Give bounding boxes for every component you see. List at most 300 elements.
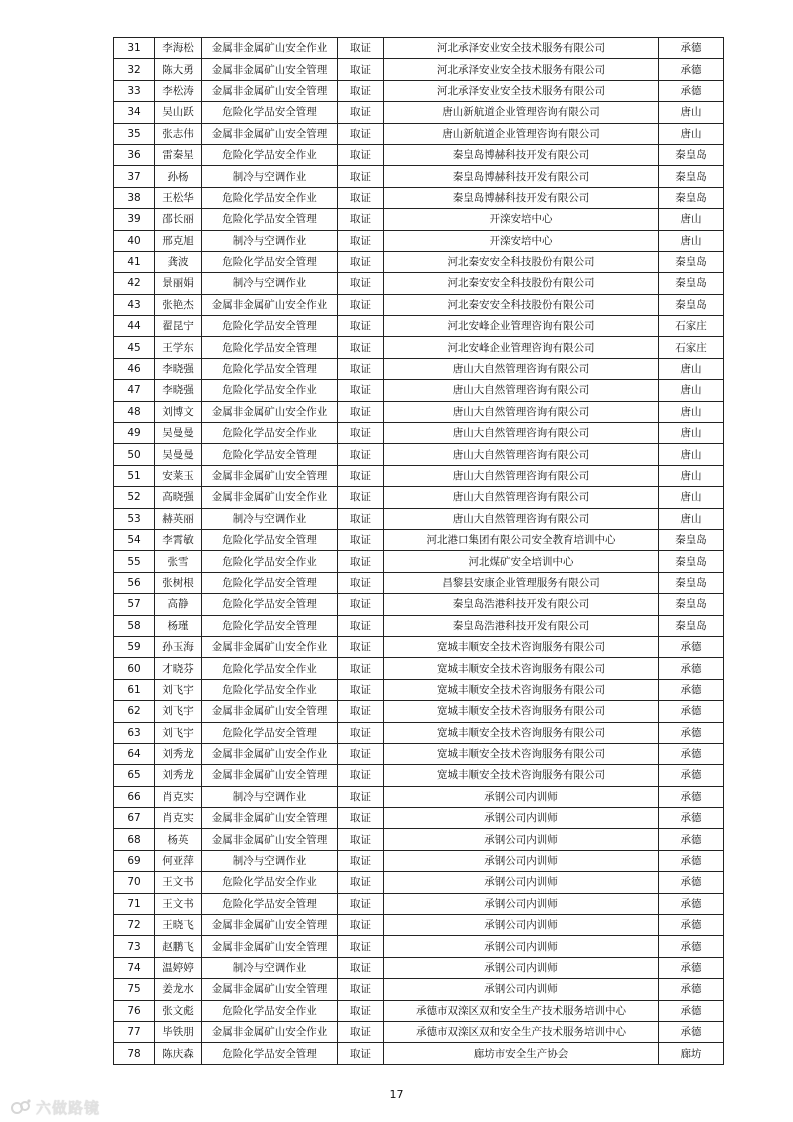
table-row bbox=[114, 979, 724, 1000]
operation-type-cell: 取证 bbox=[338, 636, 384, 657]
table-body bbox=[114, 38, 724, 1065]
person-name-cell: 陈大勇 bbox=[155, 59, 202, 80]
institution-name-cell: 河北承泽安业安全技术服务有限公司 bbox=[384, 80, 659, 101]
institution-name-cell: 开滦安培中心 bbox=[384, 209, 659, 230]
training-type-cell: 金属非金属矿山安全管理 bbox=[202, 915, 338, 936]
city-cell: 唐山 bbox=[659, 508, 724, 529]
city-cell: 承德 bbox=[659, 850, 724, 871]
row-number-cell: 49 bbox=[114, 423, 155, 444]
institution-name-cell: 秦皇岛浩港科技开发有限公司 bbox=[384, 594, 659, 615]
institution-name-cell: 承钢公司内训师 bbox=[384, 936, 659, 957]
operation-type-cell: 取证 bbox=[338, 765, 384, 786]
table-row bbox=[114, 508, 724, 529]
operation-type-cell: 取证 bbox=[338, 979, 384, 1000]
operation-type-cell: 取证 bbox=[338, 423, 384, 444]
table-row bbox=[114, 316, 724, 337]
table-row bbox=[114, 487, 724, 508]
city-cell: 承德 bbox=[659, 765, 724, 786]
table-row bbox=[114, 401, 724, 422]
operation-type-cell: 取证 bbox=[338, 166, 384, 187]
person-name-cell: 刘秀龙 bbox=[155, 743, 202, 764]
training-type-cell: 金属非金属矿山安全管理 bbox=[202, 123, 338, 144]
institution-name-cell: 承钢公司内训师 bbox=[384, 786, 659, 807]
city-cell: 承德 bbox=[659, 893, 724, 914]
operation-type-cell: 取证 bbox=[338, 551, 384, 572]
institution-name-cell: 河北港口集团有限公司安全教育培训中心 bbox=[384, 529, 659, 550]
person-name-cell: 杨英 bbox=[155, 829, 202, 850]
row-number-cell: 36 bbox=[114, 144, 155, 165]
person-name-cell: 张艳杰 bbox=[155, 294, 202, 315]
table-row bbox=[114, 701, 724, 722]
training-type-cell: 危险化学品安全管理 bbox=[202, 337, 338, 358]
table-row bbox=[114, 380, 724, 401]
institution-name-cell: 宽城丰顺安全技术咨询服务有限公司 bbox=[384, 765, 659, 786]
city-cell: 唐山 bbox=[659, 465, 724, 486]
person-name-cell: 李松涛 bbox=[155, 80, 202, 101]
person-name-cell: 邵长丽 bbox=[155, 209, 202, 230]
table-row bbox=[114, 294, 724, 315]
table-row bbox=[114, 594, 724, 615]
training-type-cell: 制冷与空调作业 bbox=[202, 957, 338, 978]
operation-type-cell: 取证 bbox=[338, 829, 384, 850]
table-row bbox=[114, 636, 724, 657]
person-name-cell: 刘秀龙 bbox=[155, 765, 202, 786]
row-number-cell: 31 bbox=[114, 38, 155, 59]
person-name-cell: 邢克旭 bbox=[155, 230, 202, 251]
row-number-cell: 41 bbox=[114, 251, 155, 272]
person-name-cell: 高晓强 bbox=[155, 487, 202, 508]
operation-type-cell: 取证 bbox=[338, 294, 384, 315]
institution-name-cell: 宽城丰顺安全技术咨询服务有限公司 bbox=[384, 701, 659, 722]
city-cell: 秦皇岛 bbox=[659, 551, 724, 572]
person-name-cell: 才晓芬 bbox=[155, 658, 202, 679]
row-number-cell: 51 bbox=[114, 465, 155, 486]
person-name-cell: 姜龙水 bbox=[155, 979, 202, 1000]
training-type-cell: 危险化学品安全管理 bbox=[202, 529, 338, 550]
training-type-cell: 危险化学品安全管理 bbox=[202, 572, 338, 593]
city-cell: 承德 bbox=[659, 636, 724, 657]
row-number-cell: 37 bbox=[114, 166, 155, 187]
operation-type-cell: 取证 bbox=[338, 701, 384, 722]
table-row bbox=[114, 80, 724, 101]
operation-type-cell: 取证 bbox=[338, 594, 384, 615]
operation-type-cell: 取证 bbox=[338, 1000, 384, 1021]
institution-name-cell: 河北承泽安业安全技术服务有限公司 bbox=[384, 59, 659, 80]
training-type-cell: 危险化学品安全管理 bbox=[202, 316, 338, 337]
table-row bbox=[114, 722, 724, 743]
training-type-cell: 危险化学品安全管理 bbox=[202, 209, 338, 230]
city-cell: 石家庄 bbox=[659, 316, 724, 337]
person-name-cell: 李海松 bbox=[155, 38, 202, 59]
personnel-table bbox=[113, 37, 724, 1065]
training-type-cell: 金属非金属矿山安全管理 bbox=[202, 936, 338, 957]
row-number-cell: 38 bbox=[114, 187, 155, 208]
city-cell: 承德 bbox=[659, 872, 724, 893]
row-number-cell: 57 bbox=[114, 594, 155, 615]
institution-name-cell: 河北秦安安全科技股份有限公司 bbox=[384, 251, 659, 272]
training-type-cell: 危险化学品安全作业 bbox=[202, 1000, 338, 1021]
city-cell: 唐山 bbox=[659, 102, 724, 123]
city-cell: 承德 bbox=[659, 38, 724, 59]
training-type-cell: 危险化学品安全作业 bbox=[202, 423, 338, 444]
table-row bbox=[114, 1021, 724, 1042]
city-cell: 承德 bbox=[659, 701, 724, 722]
institution-name-cell: 承钢公司内训师 bbox=[384, 829, 659, 850]
operation-type-cell: 取证 bbox=[338, 358, 384, 379]
table-row bbox=[114, 423, 724, 444]
row-number-cell: 72 bbox=[114, 915, 155, 936]
person-name-cell: 赵鹏飞 bbox=[155, 936, 202, 957]
training-type-cell: 金属非金属矿山安全管理 bbox=[202, 59, 338, 80]
operation-type-cell: 取证 bbox=[338, 251, 384, 272]
row-number-cell: 64 bbox=[114, 743, 155, 764]
person-name-cell: 毕铁朋 bbox=[155, 1021, 202, 1042]
table-row bbox=[114, 957, 724, 978]
person-name-cell: 吴山跃 bbox=[155, 102, 202, 123]
institution-name-cell: 宽城丰顺安全技术咨询服务有限公司 bbox=[384, 636, 659, 657]
institution-name-cell: 承德市双滦区双和安全生产技术服务培训中心 bbox=[384, 1021, 659, 1042]
training-type-cell: 危险化学品安全管理 bbox=[202, 1043, 338, 1064]
institution-name-cell: 唐山大自然管理咨询有限公司 bbox=[384, 423, 659, 444]
person-name-cell: 刘飞宇 bbox=[155, 722, 202, 743]
person-name-cell: 张雪 bbox=[155, 551, 202, 572]
training-type-cell: 金属非金属矿山安全作业 bbox=[202, 401, 338, 422]
institution-name-cell: 唐山大自然管理咨询有限公司 bbox=[384, 487, 659, 508]
operation-type-cell: 取证 bbox=[338, 1043, 384, 1064]
row-number-cell: 33 bbox=[114, 80, 155, 101]
row-number-cell: 48 bbox=[114, 401, 155, 422]
table-row bbox=[114, 102, 724, 123]
row-number-cell: 52 bbox=[114, 487, 155, 508]
table-row bbox=[114, 166, 724, 187]
operation-type-cell: 取证 bbox=[338, 529, 384, 550]
institution-name-cell: 承钢公司内训师 bbox=[384, 893, 659, 914]
institution-name-cell: 承钢公司内训师 bbox=[384, 872, 659, 893]
city-cell: 承德 bbox=[659, 80, 724, 101]
table-row bbox=[114, 465, 724, 486]
operation-type-cell: 取证 bbox=[338, 808, 384, 829]
city-cell: 唐山 bbox=[659, 123, 724, 144]
table-row bbox=[114, 187, 724, 208]
row-number-cell: 55 bbox=[114, 551, 155, 572]
person-name-cell: 杨瑾 bbox=[155, 615, 202, 636]
row-number-cell: 62 bbox=[114, 701, 155, 722]
table-row bbox=[114, 572, 724, 593]
table-row bbox=[114, 358, 724, 379]
operation-type-cell: 取证 bbox=[338, 465, 384, 486]
training-type-cell: 金属非金属矿山安全管理 bbox=[202, 701, 338, 722]
table-row bbox=[114, 743, 724, 764]
operation-type-cell: 取证 bbox=[338, 957, 384, 978]
person-name-cell: 张文彪 bbox=[155, 1000, 202, 1021]
operation-type-cell: 取证 bbox=[338, 337, 384, 358]
person-name-cell: 李晓强 bbox=[155, 380, 202, 401]
person-name-cell: 吴曼曼 bbox=[155, 423, 202, 444]
operation-type-cell: 取证 bbox=[338, 722, 384, 743]
institution-name-cell: 宽城丰顺安全技术咨询服务有限公司 bbox=[384, 743, 659, 764]
city-cell: 承德 bbox=[659, 1021, 724, 1042]
training-type-cell: 金属非金属矿山安全作业 bbox=[202, 743, 338, 764]
institution-name-cell: 承钢公司内训师 bbox=[384, 957, 659, 978]
operation-type-cell: 取证 bbox=[338, 102, 384, 123]
training-type-cell: 金属非金属矿山安全管理 bbox=[202, 829, 338, 850]
city-cell: 唐山 bbox=[659, 487, 724, 508]
row-number-cell: 61 bbox=[114, 679, 155, 700]
training-type-cell: 金属非金属矿山安全管理 bbox=[202, 979, 338, 1000]
person-name-cell: 刘博文 bbox=[155, 401, 202, 422]
person-name-cell: 张树根 bbox=[155, 572, 202, 593]
table-row bbox=[114, 38, 724, 59]
row-number-cell: 63 bbox=[114, 722, 155, 743]
row-number-cell: 42 bbox=[114, 273, 155, 294]
institution-name-cell: 河北秦安安全科技股份有限公司 bbox=[384, 294, 659, 315]
table-row bbox=[114, 829, 724, 850]
watermark bbox=[10, 1094, 100, 1120]
operation-type-cell: 取证 bbox=[338, 786, 384, 807]
person-name-cell: 王学东 bbox=[155, 337, 202, 358]
institution-name-cell: 承钢公司内训师 bbox=[384, 915, 659, 936]
institution-name-cell: 秦皇岛博赫科技开发有限公司 bbox=[384, 187, 659, 208]
table-row bbox=[114, 1000, 724, 1021]
row-number-cell: 73 bbox=[114, 936, 155, 957]
row-number-cell: 58 bbox=[114, 615, 155, 636]
city-cell: 秦皇岛 bbox=[659, 166, 724, 187]
row-number-cell: 77 bbox=[114, 1021, 155, 1042]
watermark-text: 六做路镜 bbox=[36, 1098, 101, 1117]
operation-type-cell: 取证 bbox=[338, 380, 384, 401]
city-cell: 承德 bbox=[659, 808, 724, 829]
institution-name-cell: 河北煤矿安全培训中心 bbox=[384, 551, 659, 572]
person-name-cell: 安莱玉 bbox=[155, 465, 202, 486]
row-number-cell: 69 bbox=[114, 850, 155, 871]
row-number-cell: 59 bbox=[114, 636, 155, 657]
training-type-cell: 制冷与空调作业 bbox=[202, 508, 338, 529]
row-number-cell: 43 bbox=[114, 294, 155, 315]
training-type-cell: 金属非金属矿山安全管理 bbox=[202, 80, 338, 101]
row-number-cell: 71 bbox=[114, 893, 155, 914]
training-type-cell: 金属非金属矿山安全管理 bbox=[202, 808, 338, 829]
table-row bbox=[114, 786, 724, 807]
table-row bbox=[114, 915, 724, 936]
person-name-cell: 吴曼曼 bbox=[155, 444, 202, 465]
city-cell: 秦皇岛 bbox=[659, 294, 724, 315]
person-name-cell: 王晓飞 bbox=[155, 915, 202, 936]
city-cell: 承德 bbox=[659, 957, 724, 978]
training-type-cell: 制冷与空调作业 bbox=[202, 786, 338, 807]
institution-name-cell: 河北安峰企业管理咨询有限公司 bbox=[384, 316, 659, 337]
training-type-cell: 危险化学品安全管理 bbox=[202, 444, 338, 465]
institution-name-cell: 秦皇岛博赫科技开发有限公司 bbox=[384, 166, 659, 187]
operation-type-cell: 取证 bbox=[338, 444, 384, 465]
person-name-cell: 张志伟 bbox=[155, 123, 202, 144]
operation-type-cell: 取证 bbox=[338, 615, 384, 636]
person-name-cell: 李晓强 bbox=[155, 358, 202, 379]
institution-name-cell: 宽城丰顺安全技术咨询服务有限公司 bbox=[384, 658, 659, 679]
person-name-cell: 李霄敏 bbox=[155, 529, 202, 550]
person-name-cell: 王松华 bbox=[155, 187, 202, 208]
table-row bbox=[114, 679, 724, 700]
city-cell: 秦皇岛 bbox=[659, 594, 724, 615]
table-row bbox=[114, 337, 724, 358]
training-type-cell: 危险化学品安全管理 bbox=[202, 102, 338, 123]
table-row bbox=[114, 230, 724, 251]
operation-type-cell: 取证 bbox=[338, 508, 384, 529]
operation-type-cell: 取证 bbox=[338, 144, 384, 165]
person-name-cell: 赫英丽 bbox=[155, 508, 202, 529]
row-number-cell: 47 bbox=[114, 380, 155, 401]
table-row bbox=[114, 551, 724, 572]
row-number-cell: 78 bbox=[114, 1043, 155, 1064]
row-number-cell: 34 bbox=[114, 102, 155, 123]
institution-name-cell: 唐山大自然管理咨询有限公司 bbox=[384, 465, 659, 486]
institution-name-cell: 唐山大自然管理咨询有限公司 bbox=[384, 380, 659, 401]
institution-name-cell: 秦皇岛博赫科技开发有限公司 bbox=[384, 144, 659, 165]
training-type-cell: 危险化学品安全作业 bbox=[202, 380, 338, 401]
city-cell: 承德 bbox=[659, 722, 724, 743]
city-cell: 廊坊 bbox=[659, 1043, 724, 1064]
operation-type-cell: 取证 bbox=[338, 80, 384, 101]
city-cell: 承德 bbox=[659, 786, 724, 807]
person-name-cell: 肖克实 bbox=[155, 786, 202, 807]
table-row bbox=[114, 850, 724, 871]
person-name-cell: 刘飞宇 bbox=[155, 701, 202, 722]
table-row bbox=[114, 144, 724, 165]
table-row bbox=[114, 765, 724, 786]
table-row bbox=[114, 615, 724, 636]
row-number-cell: 50 bbox=[114, 444, 155, 465]
institution-name-cell: 唐山大自然管理咨询有限公司 bbox=[384, 508, 659, 529]
city-cell: 承德 bbox=[659, 59, 724, 80]
row-number-cell: 56 bbox=[114, 572, 155, 593]
institution-name-cell: 廊坊市安全生产协会 bbox=[384, 1043, 659, 1064]
person-name-cell: 雷秦星 bbox=[155, 144, 202, 165]
institution-name-cell: 承钢公司内训师 bbox=[384, 979, 659, 1000]
operation-type-cell: 取证 bbox=[338, 915, 384, 936]
operation-type-cell: 取证 bbox=[338, 936, 384, 957]
person-name-cell: 高静 bbox=[155, 594, 202, 615]
row-number-cell: 54 bbox=[114, 529, 155, 550]
institution-name-cell: 承钢公司内训师 bbox=[384, 808, 659, 829]
city-cell: 承德 bbox=[659, 658, 724, 679]
training-type-cell: 制冷与空调作业 bbox=[202, 166, 338, 187]
city-cell: 唐山 bbox=[659, 401, 724, 422]
row-number-cell: 76 bbox=[114, 1000, 155, 1021]
row-number-cell: 67 bbox=[114, 808, 155, 829]
city-cell: 承德 bbox=[659, 829, 724, 850]
city-cell: 唐山 bbox=[659, 423, 724, 444]
city-cell: 承德 bbox=[659, 1000, 724, 1021]
training-type-cell: 危险化学品安全作业 bbox=[202, 144, 338, 165]
institution-name-cell: 宽城丰顺安全技术咨询服务有限公司 bbox=[384, 679, 659, 700]
training-type-cell: 危险化学品安全管理 bbox=[202, 251, 338, 272]
table-row bbox=[114, 123, 724, 144]
table-row bbox=[114, 936, 724, 957]
table-row bbox=[114, 273, 724, 294]
table-row bbox=[114, 1043, 724, 1064]
operation-type-cell: 取证 bbox=[338, 273, 384, 294]
row-number-cell: 68 bbox=[114, 829, 155, 850]
row-number-cell: 39 bbox=[114, 209, 155, 230]
training-type-cell: 危险化学品安全作业 bbox=[202, 187, 338, 208]
operation-type-cell: 取证 bbox=[338, 872, 384, 893]
training-type-cell: 危险化学品安全管理 bbox=[202, 615, 338, 636]
institution-name-cell: 昌黎县安康企业管理服务有限公司 bbox=[384, 572, 659, 593]
operation-type-cell: 取证 bbox=[338, 316, 384, 337]
operation-type-cell: 取证 bbox=[338, 893, 384, 914]
training-type-cell: 危险化学品安全管理 bbox=[202, 594, 338, 615]
person-name-cell: 孙玉海 bbox=[155, 636, 202, 657]
row-number-cell: 65 bbox=[114, 765, 155, 786]
row-number-cell: 40 bbox=[114, 230, 155, 251]
person-name-cell: 翟昆宁 bbox=[155, 316, 202, 337]
row-number-cell: 70 bbox=[114, 872, 155, 893]
person-name-cell: 肖克实 bbox=[155, 808, 202, 829]
training-type-cell: 金属非金属矿山安全管理 bbox=[202, 465, 338, 486]
city-cell: 秦皇岛 bbox=[659, 273, 724, 294]
institution-name-cell: 开滦安培中心 bbox=[384, 230, 659, 251]
city-cell: 石家庄 bbox=[659, 337, 724, 358]
training-type-cell: 金属非金属矿山安全作业 bbox=[202, 1021, 338, 1042]
person-name-cell: 景丽娟 bbox=[155, 273, 202, 294]
operation-type-cell: 取证 bbox=[338, 38, 384, 59]
institution-name-cell: 唐山大自然管理咨询有限公司 bbox=[384, 358, 659, 379]
city-cell: 承德 bbox=[659, 936, 724, 957]
institution-name-cell: 河北秦安安全科技股份有限公司 bbox=[384, 273, 659, 294]
operation-type-cell: 取证 bbox=[338, 1021, 384, 1042]
city-cell: 唐山 bbox=[659, 209, 724, 230]
city-cell: 承德 bbox=[659, 743, 724, 764]
row-number-cell: 46 bbox=[114, 358, 155, 379]
training-type-cell: 金属非金属矿山安全作业 bbox=[202, 38, 338, 59]
row-number-cell: 75 bbox=[114, 979, 155, 1000]
row-number-cell: 66 bbox=[114, 786, 155, 807]
operation-type-cell: 取证 bbox=[338, 209, 384, 230]
training-type-cell: 危险化学品安全管理 bbox=[202, 722, 338, 743]
person-name-cell: 龚波 bbox=[155, 251, 202, 272]
training-type-cell: 制冷与空调作业 bbox=[202, 230, 338, 251]
row-number-cell: 53 bbox=[114, 508, 155, 529]
city-cell: 唐山 bbox=[659, 230, 724, 251]
person-name-cell: 王文书 bbox=[155, 893, 202, 914]
training-type-cell: 危险化学品安全作业 bbox=[202, 658, 338, 679]
training-type-cell: 危险化学品安全作业 bbox=[202, 872, 338, 893]
operation-type-cell: 取证 bbox=[338, 187, 384, 208]
table-row bbox=[114, 529, 724, 550]
city-cell: 秦皇岛 bbox=[659, 529, 724, 550]
row-number-cell: 44 bbox=[114, 316, 155, 337]
operation-type-cell: 取证 bbox=[338, 572, 384, 593]
institution-name-cell: 唐山新航道企业管理咨询有限公司 bbox=[384, 102, 659, 123]
training-type-cell: 危险化学品安全作业 bbox=[202, 679, 338, 700]
operation-type-cell: 取证 bbox=[338, 679, 384, 700]
training-type-cell: 金属非金属矿山安全作业 bbox=[202, 636, 338, 657]
city-cell: 秦皇岛 bbox=[659, 615, 724, 636]
operation-type-cell: 取证 bbox=[338, 230, 384, 251]
page-number: 17 bbox=[389, 1088, 404, 1101]
row-number-cell: 32 bbox=[114, 59, 155, 80]
city-cell: 承德 bbox=[659, 979, 724, 1000]
table-row bbox=[114, 893, 724, 914]
institution-name-cell: 唐山大自然管理咨询有限公司 bbox=[384, 444, 659, 465]
row-number-cell: 35 bbox=[114, 123, 155, 144]
institution-name-cell: 唐山新航道企业管理咨询有限公司 bbox=[384, 123, 659, 144]
training-type-cell: 金属非金属矿山安全作业 bbox=[202, 487, 338, 508]
table-row bbox=[114, 209, 724, 230]
training-type-cell: 危险化学品安全管理 bbox=[202, 358, 338, 379]
city-cell: 承德 bbox=[659, 915, 724, 936]
training-type-cell: 金属非金属矿山安全作业 bbox=[202, 294, 338, 315]
person-name-cell: 孙杨 bbox=[155, 166, 202, 187]
